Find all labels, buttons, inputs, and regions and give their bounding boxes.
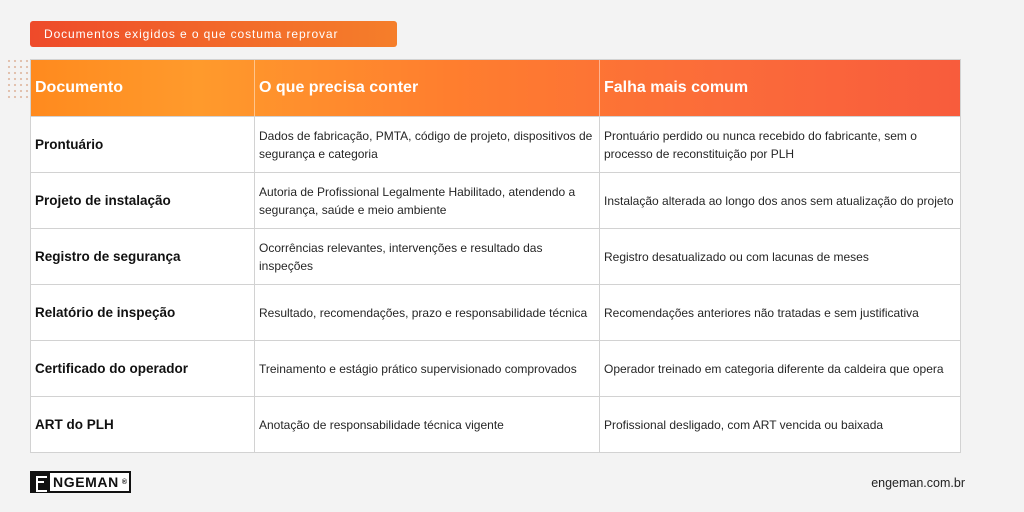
header-conteudo: O que precisa conter bbox=[254, 60, 599, 116]
cell-conteudo: Dados de fabricação, PMTA, código de projeto, dispositivos de segurança e categoria bbox=[254, 117, 599, 173]
documents-table bbox=[30, 59, 961, 453]
cell-falha: Profissional desligado, com ART vencida ou baixada bbox=[599, 397, 960, 453]
cell-conteudo: Autoria de Profissional Legalmente Habilitado, atendendo a segurança, saúde e meio ambiente bbox=[254, 173, 599, 229]
logo-text: NGEMAN bbox=[53, 474, 119, 490]
header-falha: Falha mais comum bbox=[599, 60, 960, 116]
table-row bbox=[31, 228, 960, 284]
cell-falha: Registro desatualizado ou com lacunas de meses bbox=[599, 229, 960, 285]
cell-conteudo: Resultado, recomendações, prazo e responsabilidade técnica bbox=[254, 285, 599, 341]
cell-falha: Operador treinado em categoria diferente da caldeira que opera bbox=[599, 341, 960, 397]
header-documento: Documento bbox=[35, 79, 123, 96]
cell-falha: Instalação alterada ao longo dos anos sem atualização do projeto bbox=[599, 173, 960, 229]
table-row bbox=[31, 396, 960, 452]
cell-documento: Certificado do operador bbox=[35, 361, 189, 376]
cell-documento: Registro de segurança bbox=[35, 249, 181, 264]
cell-falha: Recomendações anteriores não tratadas e sem justificativa bbox=[599, 285, 960, 341]
cell-conteudo: Anotação de responsabilidade técnica vigente bbox=[254, 397, 599, 453]
table-row bbox=[31, 116, 960, 172]
cell-conteudo: Treinamento e estágio prático supervisionado comprovados bbox=[254, 341, 599, 397]
table-row bbox=[31, 172, 960, 228]
dot-grid-decoration bbox=[6, 58, 30, 102]
cell-documento: Prontuário bbox=[35, 137, 104, 152]
table-header bbox=[31, 60, 960, 116]
cell-documento: Projeto de instalação bbox=[35, 193, 171, 208]
site-url: engeman.com.br bbox=[871, 476, 965, 490]
engeman-logo bbox=[30, 471, 131, 493]
banner-title: Documentos exigidos e o que costuma reprovar bbox=[44, 27, 339, 41]
cell-conteudo: Ocorrências relevantes, intervenções e resultado das inspeções bbox=[254, 229, 599, 285]
cell-documento: ART do PLH bbox=[35, 417, 114, 432]
cell-documento: Relatório de inspeção bbox=[35, 305, 176, 320]
engeman-logo-icon bbox=[32, 473, 50, 491]
registered-mark: ® bbox=[121, 478, 127, 486]
section-banner bbox=[30, 21, 397, 47]
table-row bbox=[31, 340, 960, 396]
table-row bbox=[31, 284, 960, 340]
cell-falha: Prontuário perdido ou nunca recebido do fabricante, sem o processo de reconstituição por PLH bbox=[599, 117, 960, 173]
